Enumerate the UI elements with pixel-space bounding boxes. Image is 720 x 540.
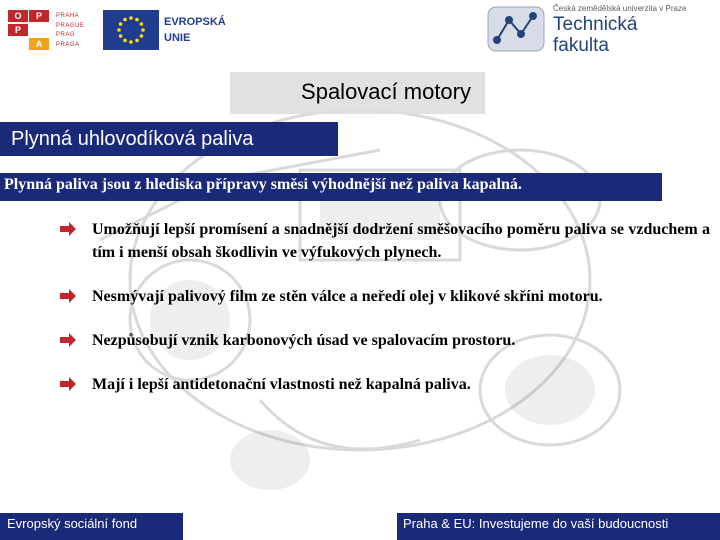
opp-letter: P — [8, 24, 28, 36]
opp-letter: P — [29, 10, 49, 22]
opp-logo — [8, 10, 50, 50]
bullet-text: Nesmývají palivový film ze stěn válce a neředí olej v klikové skříni motoru. — [92, 288, 603, 305]
faculty-name-line1: Technická — [553, 14, 638, 35]
opp-letter: O — [8, 10, 28, 22]
bullet-item — [58, 285, 710, 308]
slide-title: Spalovací motory — [301, 79, 471, 104]
opp-letter: A — [29, 38, 49, 50]
eu-label — [164, 14, 226, 46]
faculty-logo-icon — [487, 6, 545, 52]
slide-subtitle: Plynná uhlovodíková paliva — [11, 128, 254, 150]
praha-word: PRAGA — [56, 41, 80, 48]
bullet-item — [58, 218, 710, 264]
praha-word: PRAGUE — [56, 22, 85, 29]
bullet-text: Umožňují lepší promísení a snadnější dodržení směšovacího poměru paliva se vzduchem a tím i menší obsah škodlivin ve výfukových plynech. — [92, 221, 710, 261]
bullet-text: Mají i lepší antidetonační vlastnosti než kapalná paliva. — [92, 376, 471, 393]
footer-right-text: Praha & EU: Investujeme do vaší budoucnosti — [403, 516, 669, 531]
bullet-item — [58, 373, 710, 396]
bullet-arrow-icon — [60, 377, 76, 391]
bullet-list — [58, 218, 710, 417]
eu-flag-icon — [103, 10, 159, 50]
praha-word: PRAG — [56, 32, 76, 38]
bullet-arrow-icon — [60, 222, 76, 236]
bullet-text: Nezpůsobují vznik karbonových úsad ve spalovacím prostoru. — [92, 332, 516, 349]
eu-label-line2: UNIE — [164, 32, 191, 44]
faculty-name-line2: fakulta — [553, 35, 609, 56]
bullet-arrow-icon — [60, 333, 76, 347]
bullet-item — [58, 329, 710, 352]
praha-word: PRAHA — [56, 13, 80, 19]
header-logos — [0, 0, 720, 62]
praha-logo — [56, 12, 100, 50]
footer-left-text: Evropský sociální fond — [7, 516, 138, 531]
lead-statement: Plynná paliva jsou z hlediska přípravy směsi výhodnější než paliva kapalná. — [4, 176, 522, 193]
bullet-arrow-icon — [60, 289, 76, 303]
eu-label-line1: EVROPSKÁ — [164, 16, 226, 28]
faculty-name — [553, 14, 638, 56]
university-name: Česká zemědělská univerzita v Praze — [553, 4, 687, 13]
